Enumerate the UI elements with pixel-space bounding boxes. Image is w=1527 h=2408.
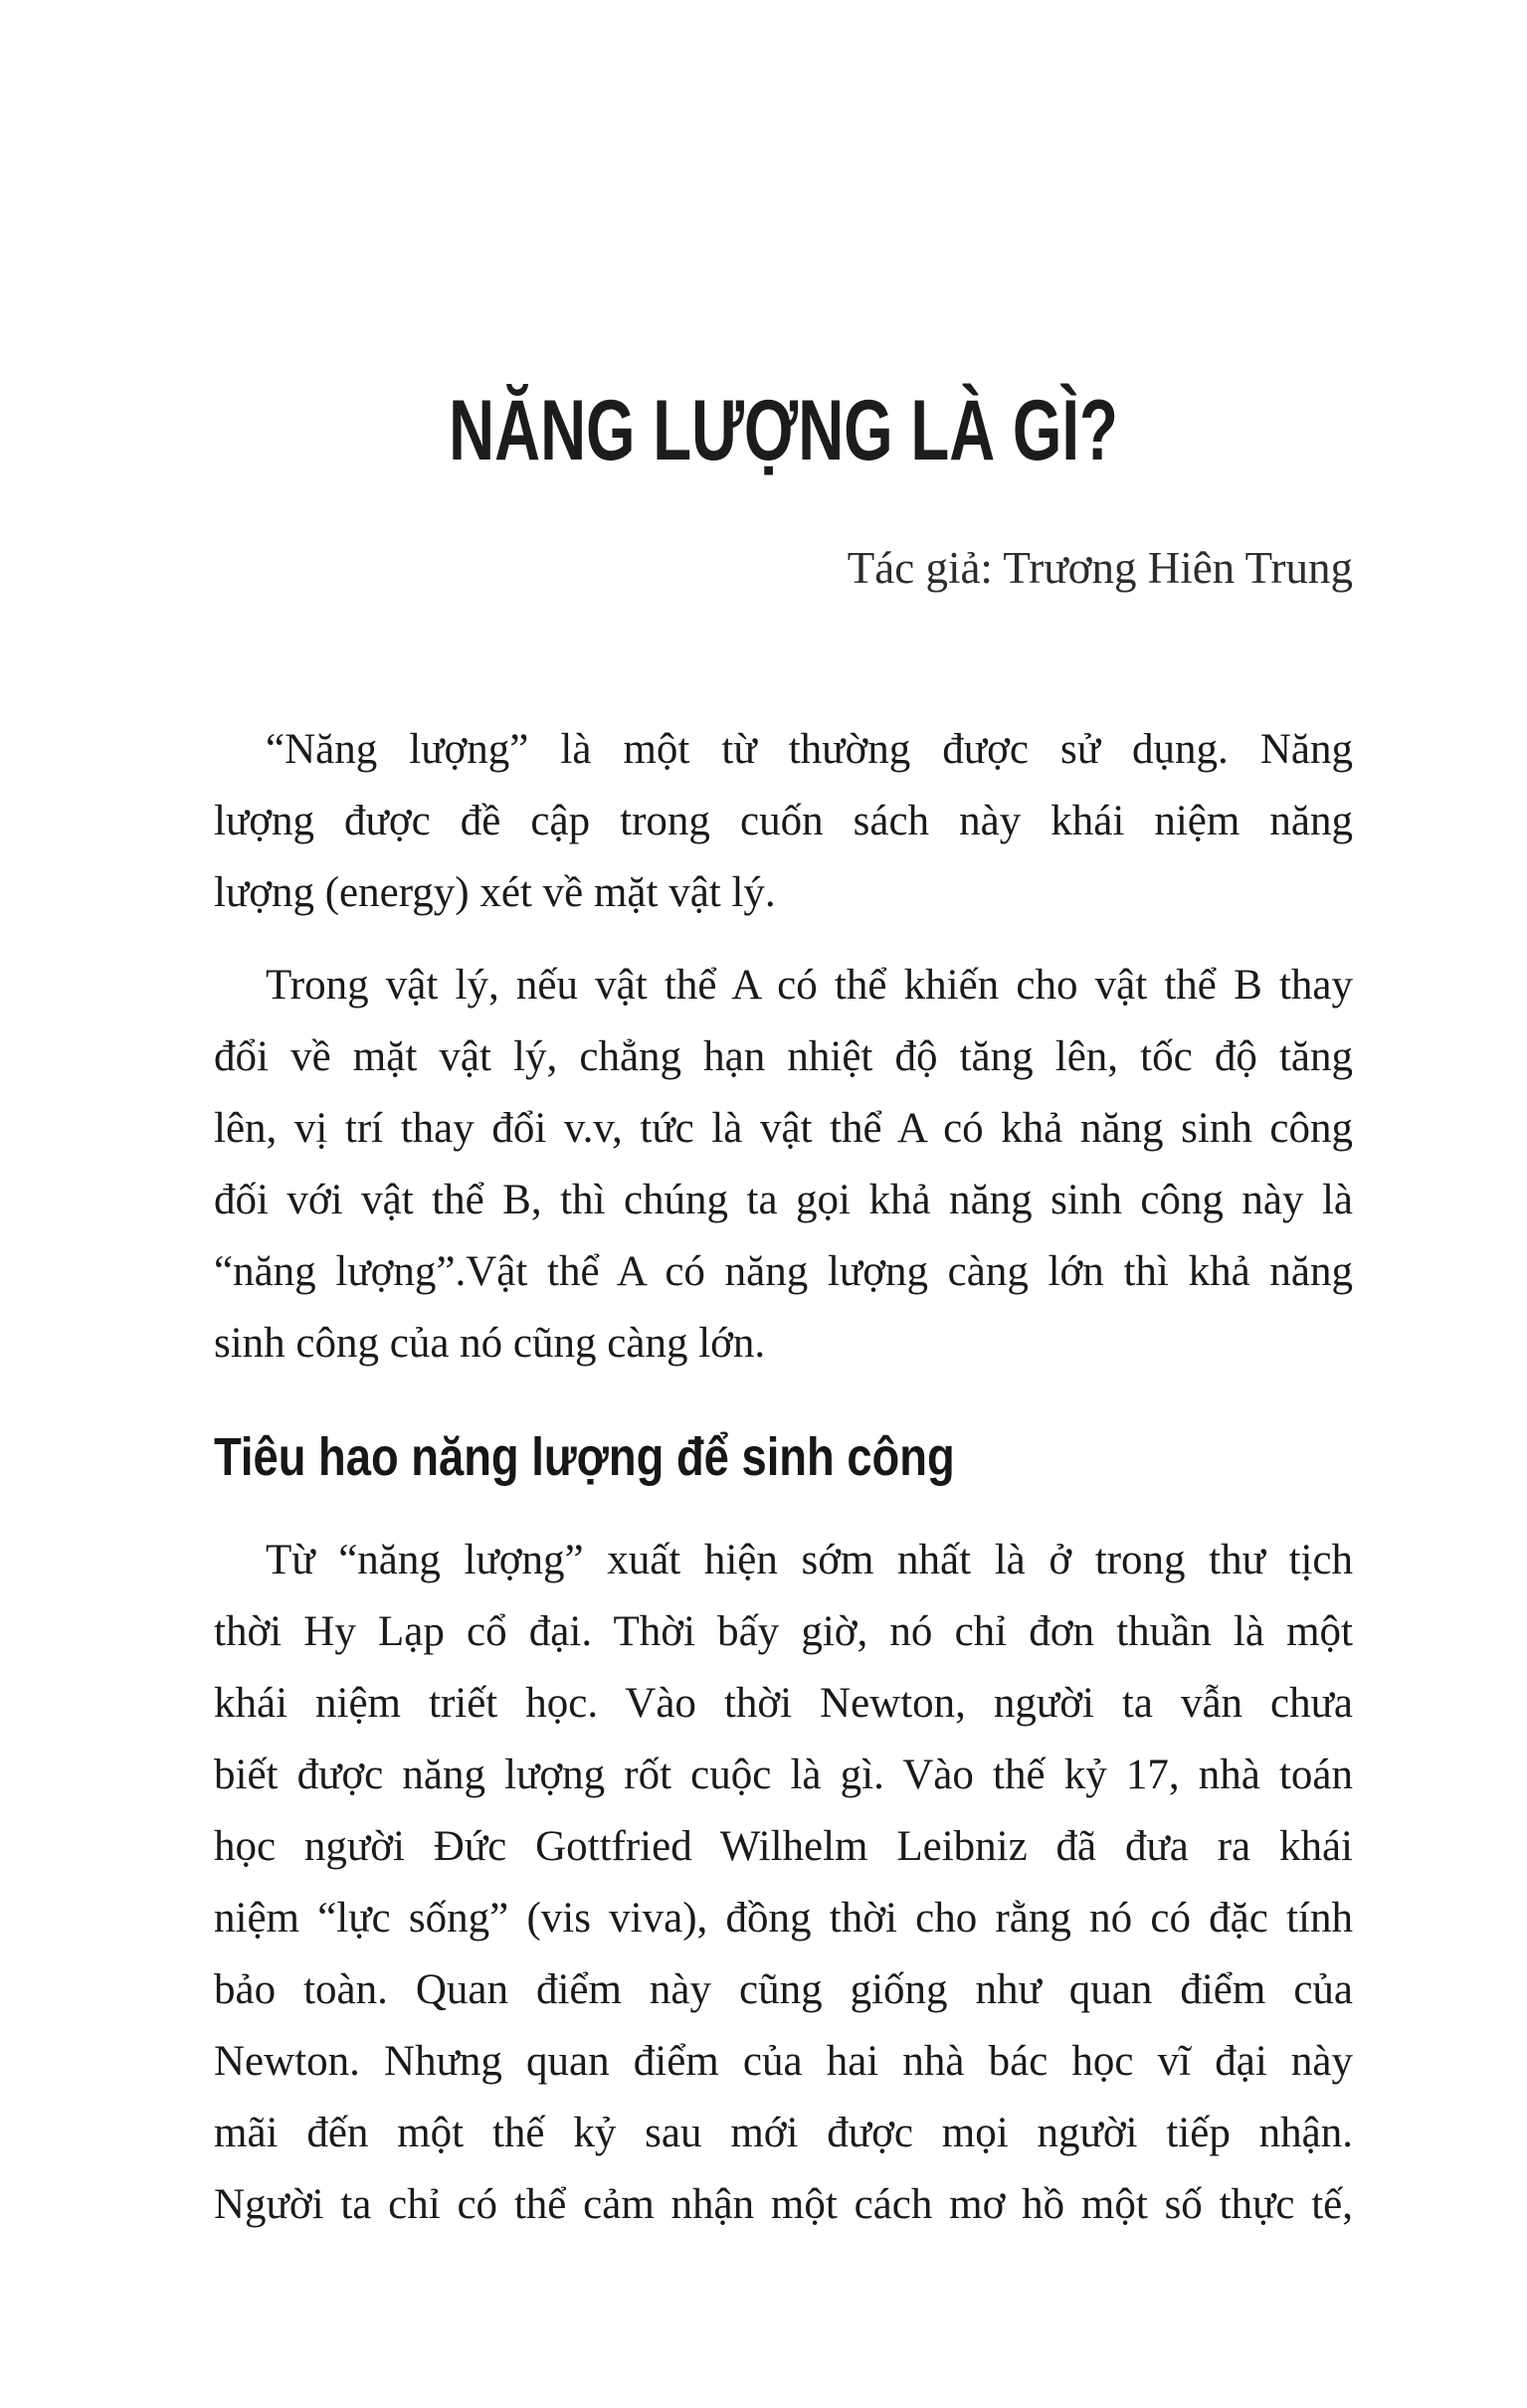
text-line: biết được năng lượng rốt cuộc là gì. Vào thế kỷ 17, nhà toán: [214, 1752, 1353, 1798]
text-line: niệm “lực sống” (vis viva), đồng thời cho rằng nó có đặc tính: [214, 1895, 1353, 1942]
text-line: khái niệm triết học. Vào thời Newton, người ta vẫn chưa: [214, 1680, 1353, 1727]
text-line: đối với vật thể B, thì chúng ta gọi khả năng sinh công này là: [214, 1177, 1353, 1223]
section-heading: Tiêu hao năng lượng để sinh công: [214, 1427, 955, 1487]
page-title: NĂNG LƯỢNG LÀ GÌ?: [449, 383, 1118, 478]
paragraph: [214, 950, 1353, 1380]
text-line: thời Hy Lạp cổ đại. Thời bấy giờ, nó chỉ đơn thuần là một: [214, 1608, 1353, 1655]
text-line: sinh công của nó cũng càng lớn.: [214, 1320, 766, 1367]
paragraph: [214, 1525, 1353, 2241]
text-line: Người ta chỉ có thể cảm nhận một cách mơ hồ một số thực tế,: [214, 2181, 1353, 2228]
text-line: lượng (energy) xét về mặt vật lý.: [214, 869, 776, 916]
text-line: lượng được đề cập trong cuốn sách này khái niệm năng: [214, 798, 1353, 844]
author-line: Tác giả: Trương Hiên Trung: [847, 543, 1353, 593]
text-line: lên, vị trí thay đổi v.v, tức là vật thể A có khả năng sinh công: [214, 1105, 1353, 1152]
text-line: đổi về mặt vật lý, chẳng hạn nhiệt độ tăng lên, tốc độ tăng: [214, 1033, 1353, 1080]
text-line: học người Đức Gottfried Wilhelm Leibniz đã đưa ra khái: [214, 1823, 1353, 1870]
text-line: mãi đến một thế kỷ sau mới được mọi người tiếp nhận.: [214, 2110, 1353, 2156]
text-line: bảo toàn. Quan điểm này cũng giống như quan điểm của: [214, 1966, 1353, 2013]
text-line: “năng lượng”.Vật thể A có năng lượng càng lớn thì khả năng: [214, 1248, 1353, 1295]
title-container: [214, 383, 1353, 478]
text-line: Trong vật lý, nếu vật thể A có thể khiến cho vật thể B thay: [266, 962, 1353, 1009]
text-line: Từ “năng lượng” xuất hiện sớm nhất là ở trong thư tịch: [266, 1537, 1353, 1583]
section-heading-container: [214, 1426, 1353, 1488]
paragraph: [214, 714, 1353, 929]
page-content: [0, 383, 1527, 2241]
text-line: “Năng lượng” là một từ thường được sử dụng. Năng: [266, 726, 1353, 773]
text-line: Newton. Nhưng quan điểm của hai nhà bác học vĩ đại này: [214, 2038, 1353, 2085]
